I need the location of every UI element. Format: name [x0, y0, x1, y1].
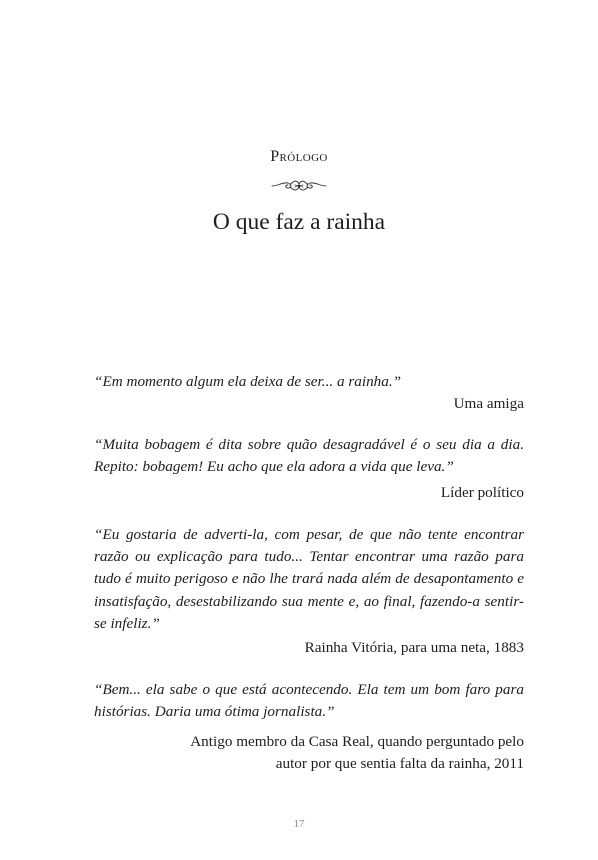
quote-attribution: Líder político	[440, 484, 524, 501]
chapter-title: O que faz a rainha	[212, 209, 386, 235]
quote-attribution: Uma amiga	[453, 395, 524, 412]
chapter-kicker: Prólogo	[270, 148, 328, 165]
quote-text: “Bem... ela sabe o que está acontecendo. Ela tem um bom faro para histórias. Daria uma ótima jornalista.”	[94, 681, 524, 721]
fleuron-ornament-icon	[270, 177, 328, 193]
quote-text: “Eu gostaria de adverti-la, com pesar, de que não tente encontrar razão ou explicação para tudo... Tentar encontrar uma razão para tudo é muito perigoso e não lhe trará nada além de desapontamento e insatisfação, desestabilizando sua mente e, ao final, fazendo-a sentir-se infeliz.”	[94, 526, 524, 632]
quote-text: “Muita bobagem é dita sobre quão desagradável é o seu dia a dia. Repito: bobagem! Eu acho que ela adora a vida que leva.”	[94, 436, 524, 476]
quote-attribution: autor por que sentia falta da rainha, 2011	[275, 755, 524, 772]
quote-text: “Em momento algum ela deixa de ser... a rainha.”	[94, 373, 402, 390]
quote-attribution: Rainha Vitória, para uma neta, 1883	[304, 639, 524, 656]
quote-attribution: Antigo membro da Casa Real, quando perguntado pelo	[190, 733, 524, 750]
page-number: 17	[293, 818, 305, 830]
